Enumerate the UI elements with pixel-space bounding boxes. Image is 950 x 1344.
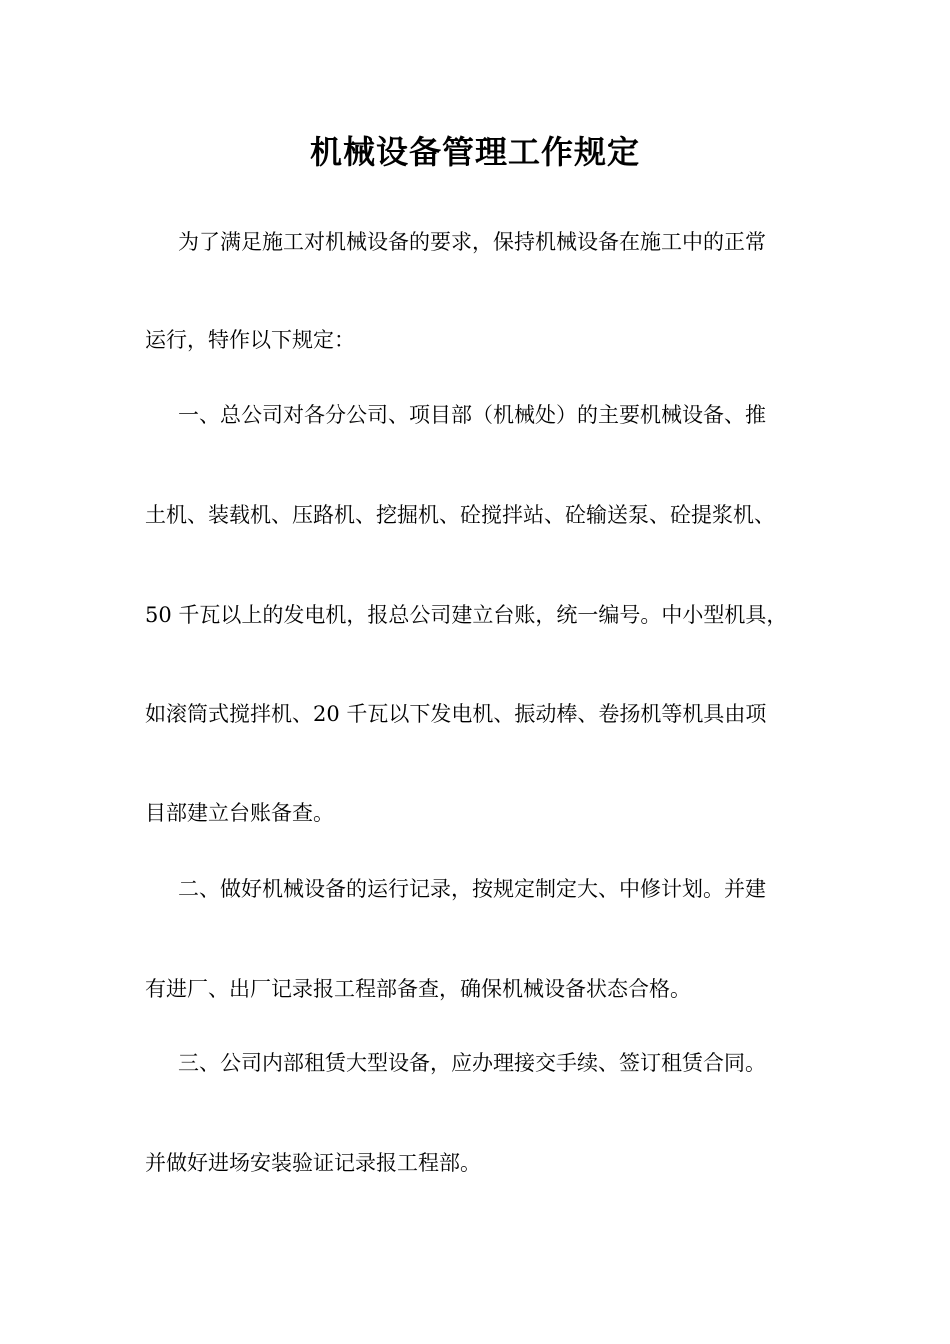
paragraph-item-1-line-3: 50 千瓦以上的发电机，报总公司建立台账，统一编号。中小型机具， [145,603,788,627]
paragraph-item-3-line-2: 并做好进场安装验证记录报工程部。 [145,1151,481,1175]
paragraph-intro-line-1: 为了满足施工对机械设备的要求，保持机械设备在施工中的正常 [178,230,766,254]
paragraph-item-1-line-1: 一、总公司对各分公司、项目部（机械处）的主要机械设备、推 [178,403,766,427]
paragraph-item-1-line-4: 如滚筒式搅拌机、20 千瓦以下发电机、振动棒、卷扬机等机具由项 [145,702,767,726]
paragraph-item-2-line-2: 有进厂、出厂记录报工程部备查，确保机械设备状态合格。 [145,977,691,1001]
paragraph-item-2-line-1: 二、做好机械设备的运行记录，按规定制定大、中修计划。并建 [178,877,766,901]
document-title: 机械设备管理工作规定 [309,133,640,171]
paragraph-item-1-line-2: 土机、装载机、压路机、挖掘机、砼搅拌站、砼输送泵、砼提浆机、 [145,503,775,527]
paragraph-intro-line-2: 运行，特作以下规定： [145,328,355,352]
paragraph-item-1-line-5: 目部建立台账备查。 [145,801,334,825]
paragraph-item-3-line-1: 三、公司内部租赁大型设备，应办理接交手续、签订租赁合同。 [178,1051,766,1075]
